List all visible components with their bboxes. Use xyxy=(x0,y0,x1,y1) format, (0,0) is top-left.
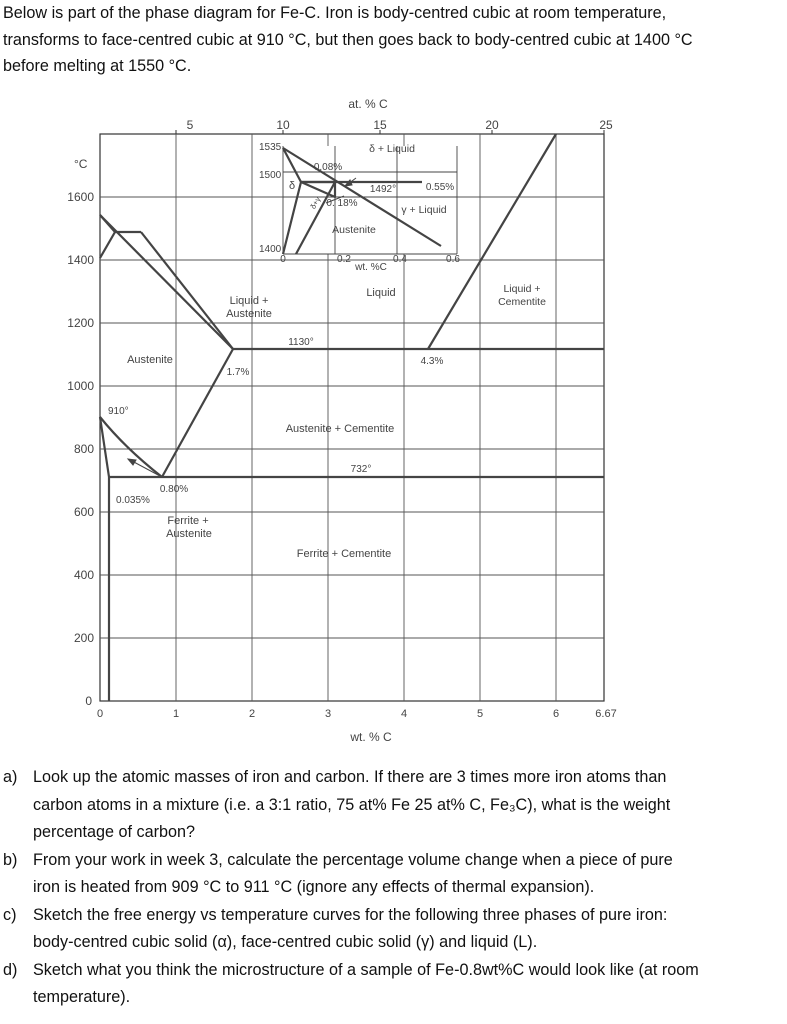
x-tick-label: 2 xyxy=(248,708,256,720)
x-tick-label: 1 xyxy=(172,708,180,720)
question-label: a) xyxy=(3,768,18,786)
label-4-3-percent: 4.3% xyxy=(420,356,444,367)
question-item xyxy=(3,957,783,1012)
inset-t1400: 1400 xyxy=(259,244,282,255)
label-ferrite-austenite: Austenite xyxy=(166,528,212,540)
question-line: percentage of carbon? xyxy=(33,823,195,841)
label-0-035-percent: 0.035% xyxy=(116,495,150,506)
question-line: From your work in week 3, calculate the percentage volume change when a piece of pure xyxy=(33,850,673,869)
question-line: temperature). xyxy=(33,988,131,1006)
question-line: Sketch the free energy vs temperature curves for the following three phases of pure iron: xyxy=(33,905,668,924)
inset-x06: 0.6 xyxy=(446,254,460,265)
question-line: carbon atoms in a mixture (i.e. a 3:1 ratio, 75 at% Fe 25 at% C, Fe₃C), what is the weight xyxy=(33,795,671,814)
question-line: Look up the atomic masses of iron and carbon. If there are 3 times more iron atoms than xyxy=(33,768,667,786)
question-item xyxy=(3,847,783,902)
x-tick-label: 5 xyxy=(476,708,484,720)
label-910: 910° xyxy=(108,406,129,417)
y-unit-label: °C xyxy=(74,157,88,171)
question-label: d) xyxy=(3,960,18,979)
label-liquid-cementite: Liquid + xyxy=(503,283,541,295)
inset-c008: 0.08% xyxy=(313,162,343,173)
intro-line: before melting at 1550 °C. xyxy=(3,57,192,75)
x-tick-label: 6.67 xyxy=(595,708,617,720)
inset-zero: 0 xyxy=(280,254,286,265)
y-tick-label: 1400 xyxy=(67,253,94,267)
inset-austenite: Austenite xyxy=(332,224,376,236)
label-austenite: Austenite xyxy=(127,354,173,366)
inset-t1492: 1492° xyxy=(369,184,397,195)
label-ferrite-cementite: Ferrite + Cementite xyxy=(296,548,392,560)
label-austenite-cementite: Austenite + Cementite xyxy=(285,423,395,435)
question-item xyxy=(3,902,783,957)
inset-t1535: 1535 xyxy=(259,142,282,153)
inset-x04: 0.4 xyxy=(393,254,407,265)
y-tick-label: 400 xyxy=(73,568,94,582)
question-label: c) xyxy=(3,905,17,924)
top-axis-title: at. % C xyxy=(348,97,388,111)
top-tick-label: 5 xyxy=(186,118,194,132)
inset-delta: δ xyxy=(289,180,296,192)
question-line: body-centred cubic solid (α), face-centred cubic solid (γ) and liquid (L). xyxy=(33,933,538,951)
y-tick-label: 1600 xyxy=(67,190,94,204)
label-1130: 1130° xyxy=(288,337,314,348)
label-liquid-austenite: Austenite xyxy=(226,308,272,320)
inset-delta-liquid: δ + Liquid xyxy=(369,143,415,155)
inset-delta-gamma: δ+γ xyxy=(308,195,323,211)
question-item xyxy=(3,764,783,847)
label-liquid: Liquid xyxy=(366,287,396,299)
y-tick-label: 0 xyxy=(85,694,92,708)
inset-t1500: 1500 xyxy=(259,170,282,181)
y-tick-label: 1000 xyxy=(67,379,94,393)
label-0-80-percent: 0.80% xyxy=(159,484,189,495)
top-tick-label: 10 xyxy=(276,118,290,132)
y-tick-label: 600 xyxy=(73,505,94,519)
label-732: 732° xyxy=(350,464,372,475)
inset-x02: 0.2 xyxy=(337,254,351,265)
fe-c-phase-diagram xyxy=(0,92,787,752)
inset-c018: 0. 18% xyxy=(326,198,358,209)
y-tick-label: 200 xyxy=(73,631,94,645)
question-label: b) xyxy=(3,850,18,869)
y-tick-label: 1200 xyxy=(67,316,94,330)
peritectic-inset xyxy=(259,142,460,273)
label-liquid-cementite: Cementite xyxy=(498,296,546,308)
inset-c055: 0.55% xyxy=(425,182,455,193)
x-tick-label: 3 xyxy=(324,708,332,720)
top-tick-label: 15 xyxy=(373,118,387,132)
label-ferrite-austenite: Ferrite + xyxy=(167,515,209,527)
x-axis-title: wt. % C xyxy=(350,730,392,744)
label-liquid-austenite: Liquid + xyxy=(229,295,269,307)
intro-line: transforms to face-centred cubic at 910 °C, but then goes back to body-centred cubic at 1400 °C xyxy=(3,30,693,49)
question-line: iron is heated from 909 °C to 911 °C (ignore any effects of thermal expansion). xyxy=(33,878,595,896)
x-tick-label: 4 xyxy=(400,708,408,720)
question-line: Sketch what you think the microstructure of a sample of Fe-0.8wt%C would look like (at room xyxy=(33,960,699,979)
top-tick-label: 25 xyxy=(599,118,613,132)
x-tick-label: 6 xyxy=(552,708,560,720)
y-tick-label: 800 xyxy=(73,442,94,456)
question-list xyxy=(3,764,783,1012)
intro-paragraph xyxy=(3,0,783,80)
intro-line: Below is part of the phase diagram for Fe-C. Iron is body-centred cubic at room temperature, xyxy=(3,4,667,22)
x-tick-label: 0 xyxy=(96,708,104,720)
inset-gamma-liquid: γ + Liquid xyxy=(401,204,447,216)
inset-wt-c: wt. %C xyxy=(355,262,387,273)
top-tick-label: 20 xyxy=(485,118,499,132)
label-1-7-percent: 1.7% xyxy=(226,367,250,378)
